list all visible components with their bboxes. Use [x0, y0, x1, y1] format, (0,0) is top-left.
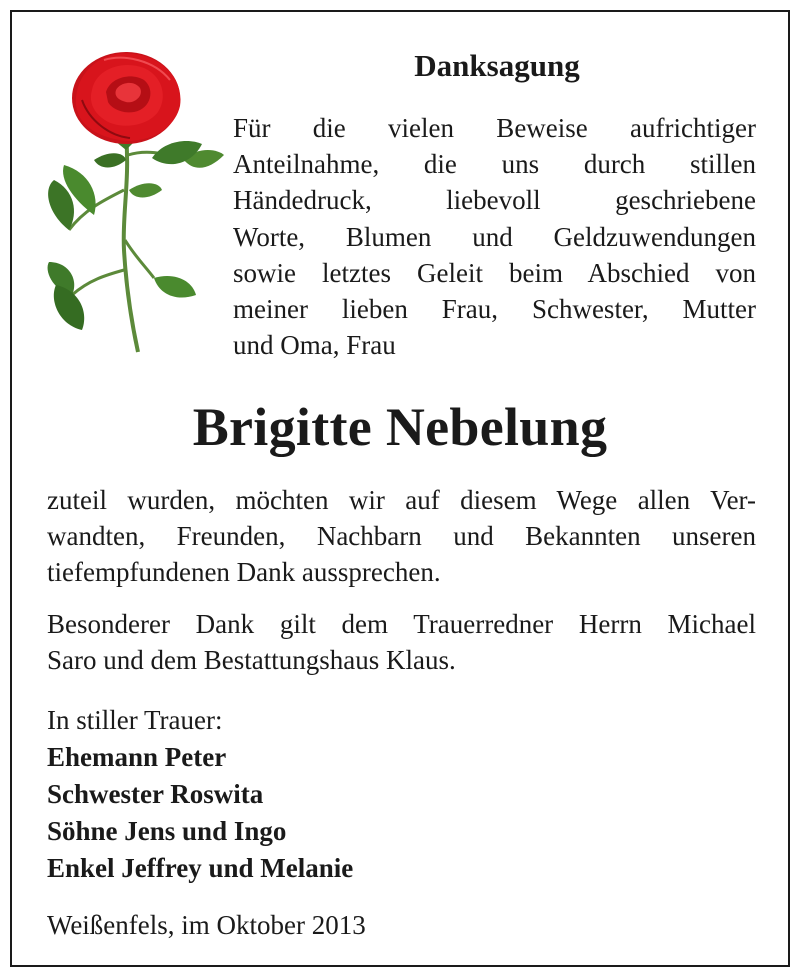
red-rose-icon — [34, 40, 224, 360]
mourner-name: Schwester Roswita — [47, 779, 264, 809]
intro-line: Händedruck, liebevoll geschriebene — [233, 185, 756, 216]
thanks-paragraph — [47, 482, 756, 591]
thanks-line: tiefempfundenen Dank aussprechen. — [47, 557, 441, 588]
mourner-name: Ehemann Peter — [47, 742, 227, 772]
deceased-name: Brigitte Nebelung — [192, 397, 608, 457]
intro-line: sowie letztes Geleit beim Abschied von — [233, 257, 756, 288]
thanks-line: wandten, Freunden, Nachbarn und Bekannten unseren — [47, 521, 756, 552]
obituary-card — [10, 10, 790, 967]
intro-line: und Oma, Frau — [233, 330, 396, 361]
place-date: Weißenfels, im Oktober 2013 — [47, 910, 366, 940]
intro-line: Worte, Blumen und Geldzuwendungen — [233, 221, 756, 252]
mourner-name: Söhne Jens und Ingo — [47, 816, 287, 846]
intro-text — [233, 110, 756, 363]
intro-line: meiner lieben Frau, Schwester, Mutter — [233, 294, 756, 325]
mourning-label: In stiller Trauer: — [47, 705, 223, 735]
intro-line: Anteilnahme, die uns durch stillen — [233, 149, 756, 180]
special-thanks-line: Saro und dem Bestattungshaus Klaus. — [47, 645, 456, 676]
mourner-name: Enkel Jeffrey und Melanie — [47, 853, 354, 883]
special-thanks-paragraph — [47, 606, 756, 678]
heading: Danksagung — [414, 48, 580, 83]
intro-line: Für die vielen Beweise aufrichtiger — [233, 113, 756, 143]
thanks-line: zuteil wurden, möchten wir auf diesem Wege allen Ver- — [47, 485, 756, 515]
special-thanks-line: Besonderer Dank gilt dem Trauerredner Herrn Michael — [47, 609, 756, 639]
mourners-block — [47, 702, 353, 887]
